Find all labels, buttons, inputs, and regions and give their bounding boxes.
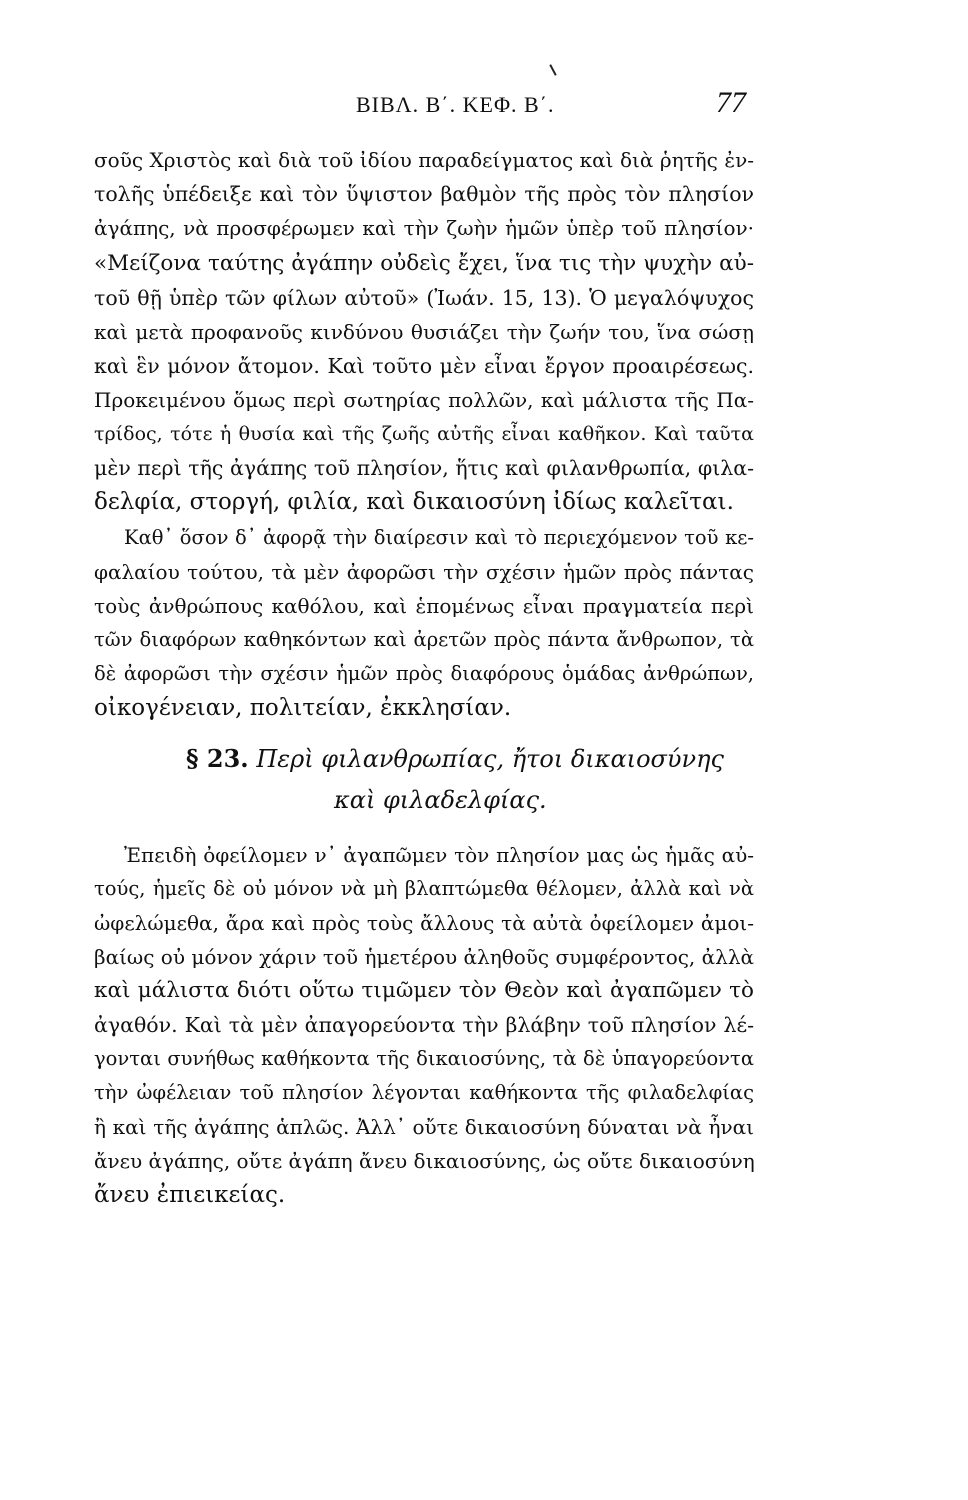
- text-line: ἢ καὶ τῆς ἀγάπης ἁπλῶς. Ἀλλ᾽ οὔτε δικαιοσύνη δύναται νὰ ἦναι: [94, 1115, 754, 1139]
- text-line: σοῦς Χριστὸς καὶ διὰ τοῦ ἰδίου παραδείγματος καὶ διὰ ῥητῆς ἐν-: [94, 148, 754, 172]
- text-line: βαίως οὐ μόνον χάριν τοῦ ἡμετέρου ἀληθοῦς συμφέροντος, ἀλλὰ: [94, 945, 755, 969]
- text-line: «Μείζονα ταύτης ἀγάπην οὐδεὶς ἔχει, ἵνα τις τὴν ψυχὴν αὐ-: [94, 251, 754, 276]
- text-line: τῶν διαφόρων καθηκόντων καὶ ἀρετῶν πρὸς πάντα ἄνθρωπον, τὰ: [94, 628, 754, 651]
- text-line: μὲν περὶ τῆς ἀγάπης τοῦ πλησίον, ἥτις καὶ φιλανθρωπία, φιλα-: [94, 456, 754, 480]
- text-line: τὴν ὠφέλειαν τοῦ πλησίον λέγονται καθήκοντα τῆς φιλαδελφίας: [94, 1081, 754, 1104]
- text-line: ἀγαθόν. Καὶ τὰ μὲν ἀπαγορεύοντα τὴν βλάβην τοῦ πλησίον λέ-: [94, 1013, 754, 1037]
- text-line: καὶ μάλιστα διότι οὕτω τιμῶμεν τὸν Θεὸν καὶ ἀγαπῶμεν τὸ: [94, 978, 754, 1003]
- section-heading-line-1: [186, 744, 724, 773]
- page-number: 77: [716, 86, 746, 119]
- section-number: § 23.: [186, 744, 249, 773]
- text-line: δὲ ἀφορῶσι τὴν σχέσιν ἡμῶν πρὸς διαφόρους ὁμάδας ἀνθρώπων,: [94, 662, 754, 685]
- text-line: φαλαίου τούτου, τὰ μὲν ἀφορῶσι τὴν σχέσιν ἡμῶν πρὸς πάντας: [94, 560, 754, 584]
- text-line: Προκειμένου ὅμως περὶ σωτηρίας πολλῶν, καὶ μάλιστα τῆς Πα-: [94, 388, 754, 412]
- text-line: Καθ᾽ ὅσον δ᾽ ἀφορᾷ τὴν διαίρεσιν καὶ τὸ περιεχόμενον τοῦ κε-: [124, 526, 754, 549]
- section-title: Περὶ φιλανθρωπίας, ἤτοι δικαιοσύνης: [256, 745, 724, 773]
- text-line: τούς, ἡμεῖς δὲ οὐ μόνον νὰ μὴ βλαπτώμεθα θέλομεν, ἀλλὰ καὶ νὰ: [94, 877, 754, 900]
- running-header: ΒΙΒΛ. Β΄. ΚΕΦ. Β΄.: [356, 92, 555, 117]
- text-line: τρίδος, τότε ἡ θυσία καὶ τῆς ζωῆς αὐτῆς εἶναι καθῆκον. Καὶ ταῦτα: [94, 423, 754, 445]
- section-heading-line-2: καὶ φιλαδελφίας.: [334, 786, 547, 814]
- text-line: τοὺς ἀνθρώπους καθόλου, καὶ ἑπομένως εἶναι πραγματεία περὶ: [94, 594, 754, 618]
- text-line: καὶ μετὰ προφανοῦς κινδύνου θυσιάζει τὴν ζωήν του, ἵνα σώσῃ: [94, 320, 754, 344]
- text-line: τοῦ θῇ ὑπὲρ τῶν φίλων αὐτοῦ» (Ἰωάν. 15, 13). Ὁ μεγαλόψυχος: [94, 286, 754, 310]
- text-line: καὶ ἓν μόνον ἄτομον. Καὶ τοῦτο μὲν εἶναι ἔργον προαιρέσεως.: [94, 354, 754, 378]
- stray-ink-mark: [549, 64, 556, 76]
- text-line: τολῆς ὑπέδειξε καὶ τὸν ὕψιστον βαθμὸν τῆς πρὸς τὸν πλησίον: [94, 182, 754, 206]
- text-line: Ἐπειδὴ ὀφείλομεν ν᾽ ἀγαπῶμεν τὸν πλησίον μας ὡς ἡμᾶς αὐ-: [124, 843, 754, 867]
- text-line: οἰκογένειαν, πολιτείαν, ἐκκλησίαν.: [94, 695, 512, 721]
- text-line: ἄνευ ἐπιεικείας.: [94, 1182, 286, 1208]
- text-line: ἄνευ ἀγάπης, οὔτε ἀγάπη ἄνευ δικαιοσύνης, ὡς οὔτε δικαιοσύνη: [94, 1149, 755, 1173]
- text-line: γονται συνήθως καθήκοντα τῆς δικαιοσύνης, τὰ δὲ ὑπαγορεύοντα: [94, 1047, 754, 1070]
- text-line: ὠφελώμεθα, ἄρα καὶ πρὸς τοὺς ἄλλους τὰ αὐτὰ ὀφείλομεν ἀμοι-: [94, 911, 754, 935]
- text-line: ἀγάπης, νὰ προσφέρωμεν καὶ τὴν ζωὴν ἡμῶν ὑπὲρ τοῦ πλησίον·: [94, 216, 754, 240]
- text-line: δελφία, στοργή, φιλία, καὶ δικαιοσύνη ἰδίως καλεῖται.: [94, 489, 734, 515]
